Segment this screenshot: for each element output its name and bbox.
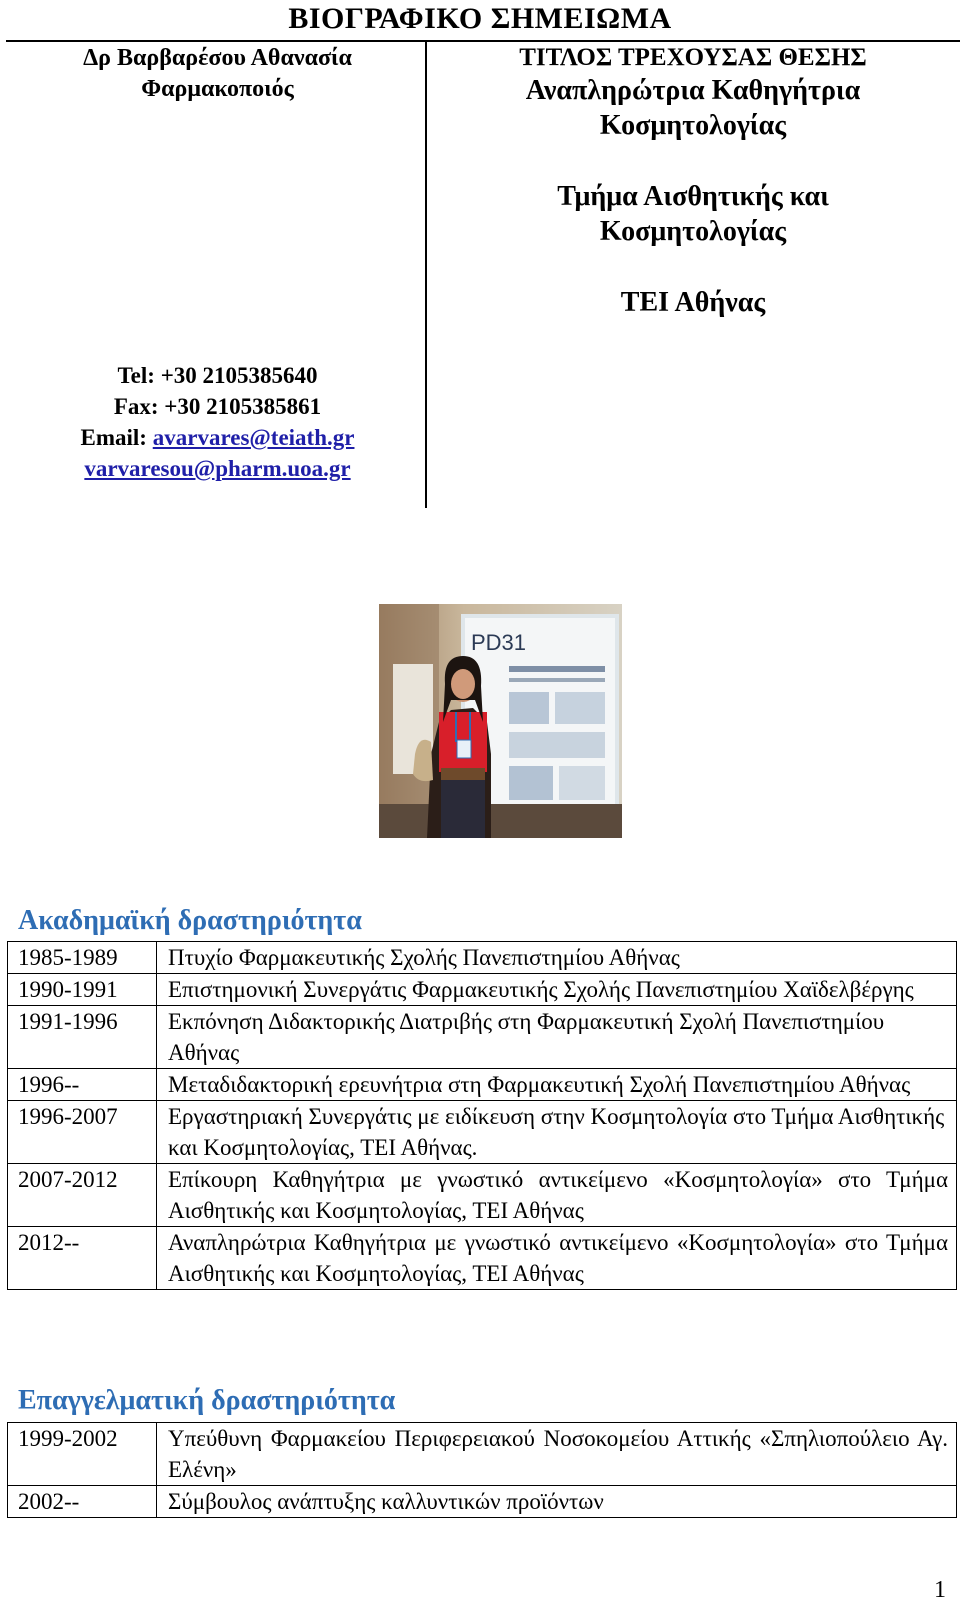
table-row xyxy=(8,1486,957,1518)
department-line2: Κοσμητολογίας xyxy=(599,216,787,247)
academic-section-heading: Ακαδημαϊκή δραστηριότητα xyxy=(18,905,362,936)
email-link-uoa[interactable]: varvaresou@pharm.uoa.gr xyxy=(84,456,351,481)
position-block xyxy=(438,43,948,320)
table-row xyxy=(8,1006,957,1069)
institution: ΤΕΙ Αθήνας xyxy=(620,287,766,318)
email-label: Email: xyxy=(80,425,153,450)
tel-line: Tel: +30 2105385640 xyxy=(117,363,318,388)
page-number: 1 xyxy=(934,1577,946,1603)
email-line xyxy=(20,422,415,453)
row-years: 1996-2007 xyxy=(8,1101,157,1164)
column-divider xyxy=(425,42,427,508)
table-row xyxy=(8,974,957,1006)
document-title: ΒΙΟΓΡΑΦΙΚΟ ΣΗΜΕΙΩΜΑ xyxy=(288,2,672,35)
contact-block xyxy=(20,360,415,484)
person-name: Δρ Βαρβαρέσου Αθανασία xyxy=(83,45,352,71)
row-description: Πτυχίο Φαρμακευτικής Σχολής Πανεπιστημίου Αθήνας xyxy=(157,942,957,974)
department-line1: Τμήμα Αισθητικής και xyxy=(557,181,829,212)
academic-table xyxy=(7,941,957,1290)
professional-section-heading: Επαγγελματική δραστηριότητα xyxy=(18,1385,396,1416)
poster-code: PD31 xyxy=(471,630,527,655)
table-row xyxy=(8,1164,957,1227)
table-row xyxy=(8,1423,957,1486)
row-description: Εκπόνηση Διδακτορικής Διατριβής στη Φαρμακευτική Σχολή Πανεπιστημίου Αθήνας xyxy=(157,1006,957,1069)
fax-line: Fax: +30 2105385861 xyxy=(113,394,322,419)
position-label: ΤΙΤΛΟΣ ΤΡΕΧΟΥΣΑΣ ΘΕΣΗΣ xyxy=(519,44,867,71)
profile-photo xyxy=(379,604,622,838)
person-profession: Φαρμακοποιός xyxy=(141,76,294,102)
row-description: Αναπληρώτρια Καθηγήτρια με γνωστικό αντικείμενο «Κοσμητολογία» στο Τμήμα Αισθητικής και Κοσμητολογίας, ΤΕΙ Αθήνας xyxy=(157,1227,957,1290)
table-row xyxy=(8,1069,957,1101)
table-row xyxy=(8,942,957,974)
row-description: Σύμβουλος ανάπτυξης καλλυντικών προϊόντων xyxy=(157,1486,957,1518)
row-description: Υπεύθυνη Φαρμακείου Περιφερειακού Νοσοκομείου Αττικής «Σπηλιοπούλειο Αγ. Ελένη» xyxy=(157,1423,957,1486)
table-row xyxy=(8,1227,957,1290)
row-description: Εργαστηριακή Συνεργάτις με ειδίκευση στην Κοσμητολογία στο Τμήμα Αισθητικής και Κοσμητολογίας, ΤΕΙ Αθήνας. xyxy=(157,1101,957,1164)
row-years: 1996-- xyxy=(8,1069,157,1101)
row-years: 2002-- xyxy=(8,1486,157,1518)
row-years: 2012-- xyxy=(8,1227,157,1290)
person-header xyxy=(20,43,415,105)
title-rule xyxy=(6,40,960,42)
row-description: Μεταδιδακτορική ερευνήτρια στη Φαρμακευτική Σχολή Πανεπιστημίου Αθήνας xyxy=(157,1069,957,1101)
position-title-line1: Αναπληρώτρια Καθηγήτρια xyxy=(525,75,861,106)
table-row xyxy=(8,1101,957,1164)
row-years: 1999-2002 xyxy=(8,1423,157,1486)
professional-table xyxy=(7,1422,957,1518)
row-description: Επίκουρη Καθηγήτρια με γνωστικό αντικείμενο «Κοσμητολογία» στο Τμήμα Αισθητικής και Κοσμητολογίας, ΤΕΙ Αθήνας xyxy=(157,1164,957,1227)
email-link-teiath[interactable]: avarvares@teiath.gr xyxy=(152,425,355,450)
row-years: 1985-1989 xyxy=(8,942,157,974)
row-years: 1990-1991 xyxy=(8,974,157,1006)
position-title-line2: Κοσμητολογίας xyxy=(599,110,787,141)
row-years: 2007-2012 xyxy=(8,1164,157,1227)
row-years: 1991-1996 xyxy=(8,1006,157,1069)
row-description: Επιστημονική Συνεργάτις Φαρμακευτικής Σχολής Πανεπιστημίου Χαϊδελβέργης xyxy=(157,974,957,1006)
